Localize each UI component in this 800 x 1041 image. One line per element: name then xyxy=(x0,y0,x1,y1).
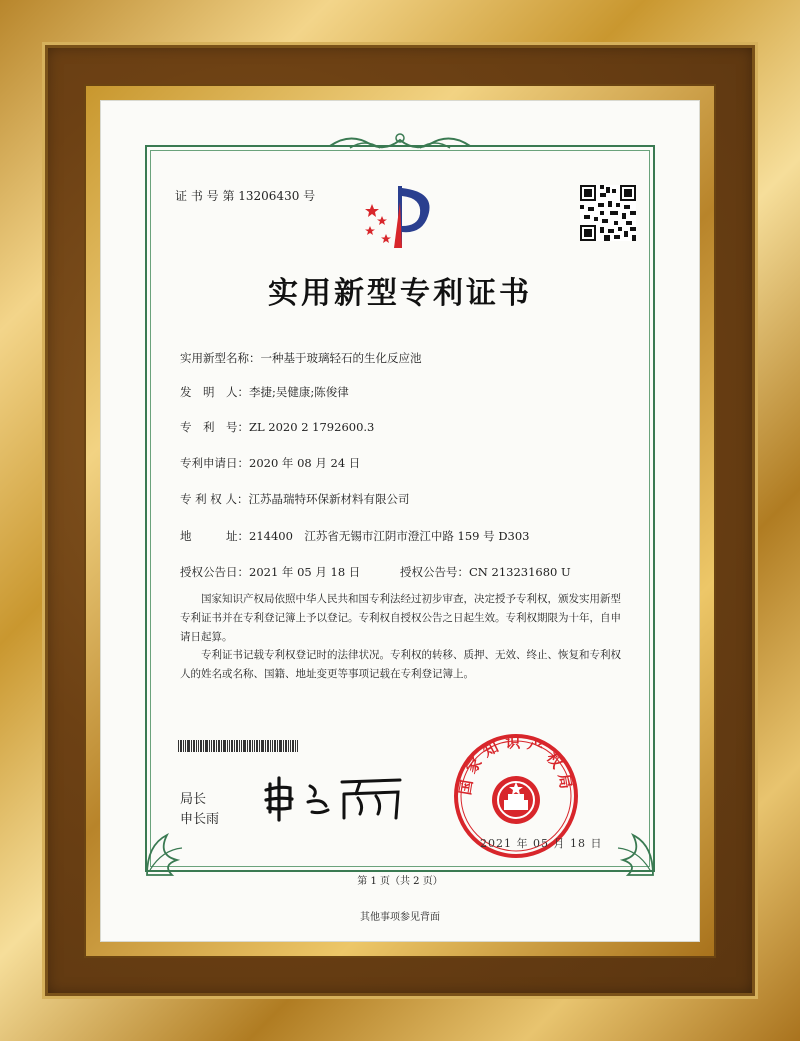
seal-text: 国家知识产权局 xyxy=(456,733,576,797)
field-label: 地 址： xyxy=(180,529,249,543)
field-value: 2020 年 08 月 24 日 xyxy=(249,456,361,470)
qr-code-icon xyxy=(580,185,636,241)
corner-ornament-icon xyxy=(142,820,202,880)
field-value: 李捷;吴健康;陈俊律 xyxy=(249,385,349,399)
field-value: 江苏晶瑞特环保新材料有限公司 xyxy=(248,492,410,506)
field-patent-number xyxy=(180,419,374,435)
top-ornament-icon xyxy=(320,130,480,154)
certificate-number: 证 书 号 第 13206430 号 xyxy=(175,189,316,203)
field-label: 实用新型名称： xyxy=(180,351,261,365)
field-label: 专 利 号： xyxy=(180,420,249,434)
field-patentee xyxy=(180,491,409,507)
field-utility-model-name xyxy=(180,350,422,366)
director-signature-icon xyxy=(260,772,410,822)
seal-date: 2021 年 05 月 18 日 xyxy=(480,837,603,850)
legal-status-paragraph: 专利证书记载专利权登记时的法律状况。专利权的转移、质押、无效、终止、恢复和专利权人的姓名或名称、国籍、地址变更等事项记载在专利登记簿上。 xyxy=(180,649,621,680)
field-value: 214400 江苏省无锡市江阴市澄江中路 159 号 D303 xyxy=(249,529,530,543)
field-value: 2021 年 05 月 18 日 xyxy=(249,565,361,579)
certificate-title: 实用新型专利证书 xyxy=(268,276,532,311)
field-address xyxy=(180,528,530,544)
page-number: 第 1 页（共 2 页） xyxy=(357,876,443,887)
field-value: 一种基于玻璃轻石的生化反应池 xyxy=(260,351,422,365)
certificate-paper xyxy=(100,100,700,942)
field-label: 发 明 人： xyxy=(180,385,249,399)
field-label: 专利申请日： xyxy=(180,456,249,470)
patent-logo-icon xyxy=(358,182,438,252)
grant-statement-paragraph: 国家知识产权局依照中华人民共和国专利法经过初步审查，决定授予专利权，颁发实用新型专利证书并在专利登记簿上予以登记。专利权自授权公告之日起生效。专利权期限为十年，自申请日起算。 xyxy=(180,593,621,643)
field-grant-number xyxy=(400,564,571,580)
corner-ornament-icon xyxy=(598,820,658,880)
field-label: 专 利 权 人： xyxy=(180,492,249,506)
director-title: 局长 xyxy=(180,792,207,807)
field-label: 授权公告日： xyxy=(180,565,249,579)
field-label: 授权公告号： xyxy=(400,565,469,579)
other-note: 其他事项参见背面 xyxy=(360,912,440,923)
field-grant-date xyxy=(180,564,360,580)
field-value: ZL 2020 2 1792600.3 xyxy=(249,420,375,434)
barcode-icon xyxy=(178,740,298,752)
field-value: CN 213231680 U xyxy=(469,565,571,579)
field-filing-date xyxy=(180,455,360,471)
director-name: 申长雨 xyxy=(180,812,220,827)
field-inventor xyxy=(180,384,349,400)
national-emblem-icon xyxy=(492,776,540,824)
